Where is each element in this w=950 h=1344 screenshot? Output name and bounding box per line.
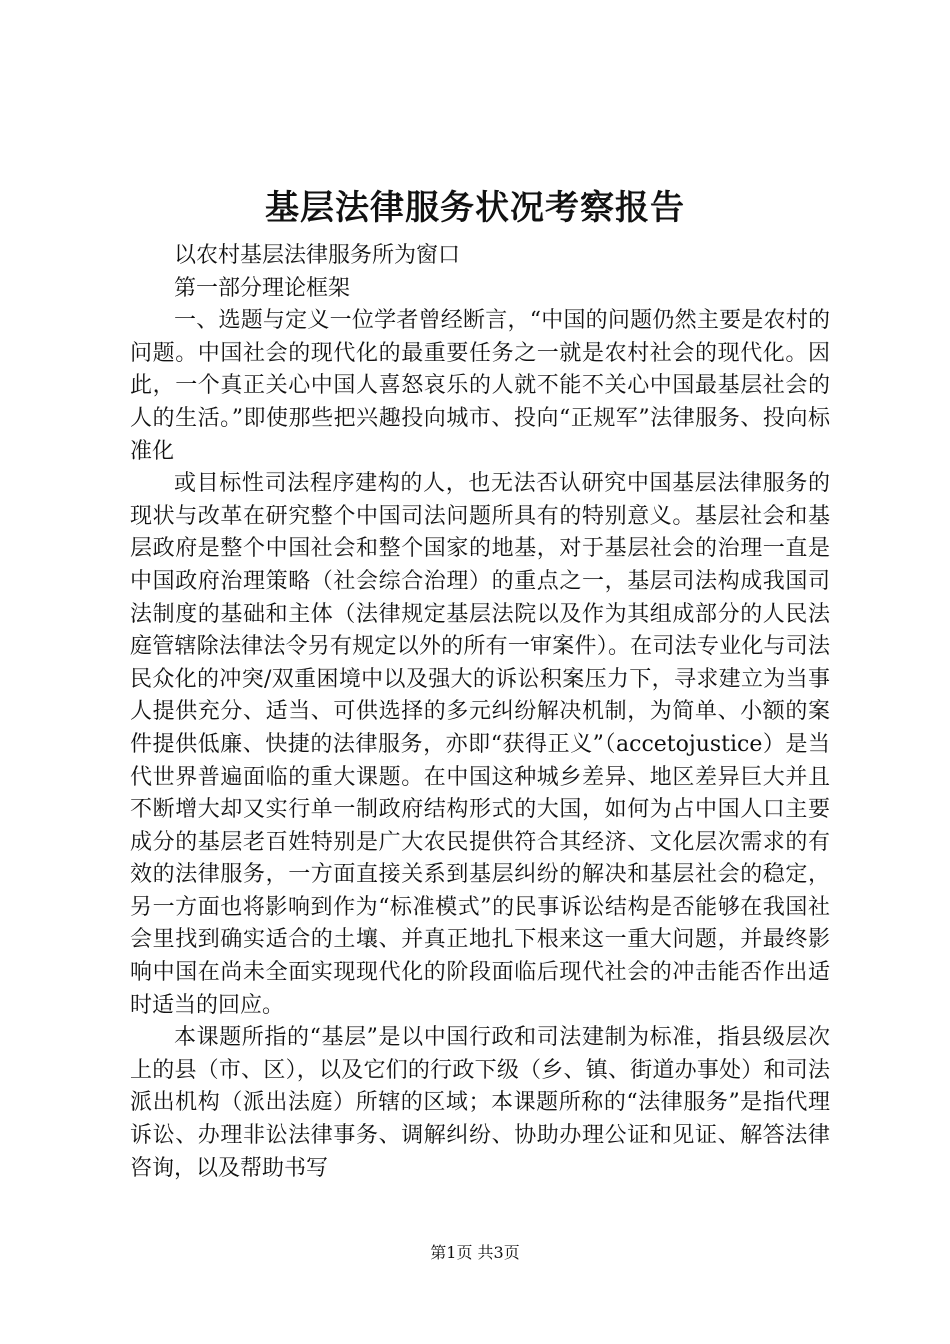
document-title: 基层法律服务状况考察报告 (265, 188, 685, 228)
paragraph: 一、选题与定义一位学者曾经断言，“中国的问题仍然主要是农村的问题。中国社会的现代化的最重要任务之一就是农村社会的现代化。因此，一个真正关心中国人喜怒哀乐的人就不能不关心中国最基层社会的人的生活。”即使那些把兴趣投向城市、投向“正规军”法律服务、投向标准化 (130, 308, 830, 464)
section-heading: 第一部分理论框架 (174, 275, 351, 301)
page-footer (0, 1243, 950, 1263)
document-subtitle: 以农村基层法律服务所为窗口 (174, 243, 461, 268)
paragraph: 本课题所指的“基层”是以中国行政和司法建制为标准，指县级层次上的县（市、区），以及它们的行政下级（乡、镇、街道办事处）和司法派出机构（派出法庭）所辖的区域；本课题所称的“法律服务”是指代理诉讼、办理非讼法律事务、调解纠纷、协助办理公证和见证、解答法律咨询，以及帮助书写 (130, 1025, 830, 1181)
page-indicator: 第1页 共3页 (430, 1243, 520, 1262)
document-body (130, 240, 830, 1185)
paragraph: 或目标性司法程序建构的人，也无法否认研究中国基层法律服务的现状与改革在研究整个中国司法问题所具有的特别意义。基层社会和基层政府是整个中国社会和整个国家的地基，对于基层社会的治理一直是中国政府治理策略（社会综合治理）的重点之一，基层司法构成我国司法制度的基础和主体（法律规定基层法院以及作为其组成部分的人民法庭管辖除法律法令另有规定以外的所有一审案件）。在司法专业化与司法民众化的冲突/双重困境中以及强大的诉讼积案压力下，寻求建立为当事人提供充分、适当、可供选择的多元纠纷解决机制，为简单、小额的案件提供低廉、快捷的法律服务，亦即“获得正义”（accetojustice）是当代世界普遍面临的重大课题。在中国这种城乡差异、地区差异巨大并且不断增大却又实行单一制政府结构形式的大国，如何为占中国人口主要成分的基层老百姓特别是广大农民提供符合其经济、文化层次需求的有效的法律服务，一方面直接关系到基层纠纷的解决和基层社会的稳定，另一方面也将影响到作为“标准模式”的民事诉讼结构是否能够在我国社会里找到确实适合的土壤、并真正地扎下根来这一重大问题，并最终影响中国在尚未全面实现现代化的阶段面临后现代社会的冲击能否作出适时适当的回应。 (130, 471, 830, 1018)
